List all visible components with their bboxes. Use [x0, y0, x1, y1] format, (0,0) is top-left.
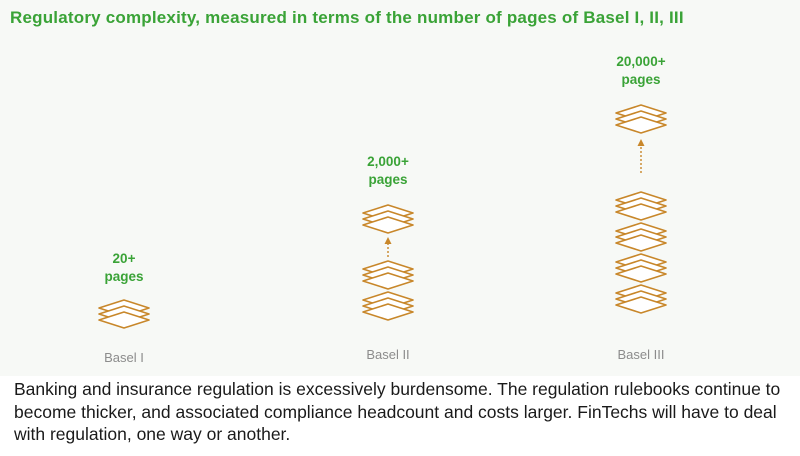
basel-ii-value-label: 2,000+ [367, 154, 409, 169]
basel-i-category-label: Basel I [104, 350, 144, 365]
basel-ii-category-label: Basel II [366, 347, 410, 362]
basel-iii-page-stack-icon-5 [616, 105, 666, 133]
basel-ii-page-stack-icon-2 [363, 292, 413, 320]
basel-iii-value-label: 20,000+ [616, 54, 666, 69]
basel-ii-page-stack-icon-3 [363, 205, 413, 233]
basel-iii-page-stack-icon-1 [616, 192, 666, 220]
basel-ii-page-stack-icon-1 [363, 261, 413, 289]
basel-iii-page-stack-icon-3 [616, 254, 666, 282]
basel-ii-growth-arrow-icon [385, 237, 392, 257]
basel-i-page-stack-icon-1 [99, 300, 149, 328]
chart-title: Regulatory complexity, measured in terms of the number of pages of Basel I, II, III [10, 8, 684, 27]
caption-text: Banking and insurance regulation is excessively burdensome. The regulation rulebooks continue to become thicker, and associated compliance headcount and costs larger. FinTechs will have to deal with regulation, one way or another. [14, 379, 781, 444]
basel-ii-value-unit-label: pages [368, 172, 408, 187]
basel-iii-value-unit-label: pages [621, 72, 661, 87]
basel-i-value-label: 20+ [112, 251, 136, 266]
basel-i-value-unit-label: pages [104, 269, 144, 284]
basel-iii-page-stack-icon-4 [616, 285, 666, 313]
basel-iii-page-stack-icon-2 [616, 223, 666, 251]
basel-iii-growth-arrow-icon [638, 139, 645, 173]
basel-iii-category-label: Basel III [617, 347, 665, 362]
